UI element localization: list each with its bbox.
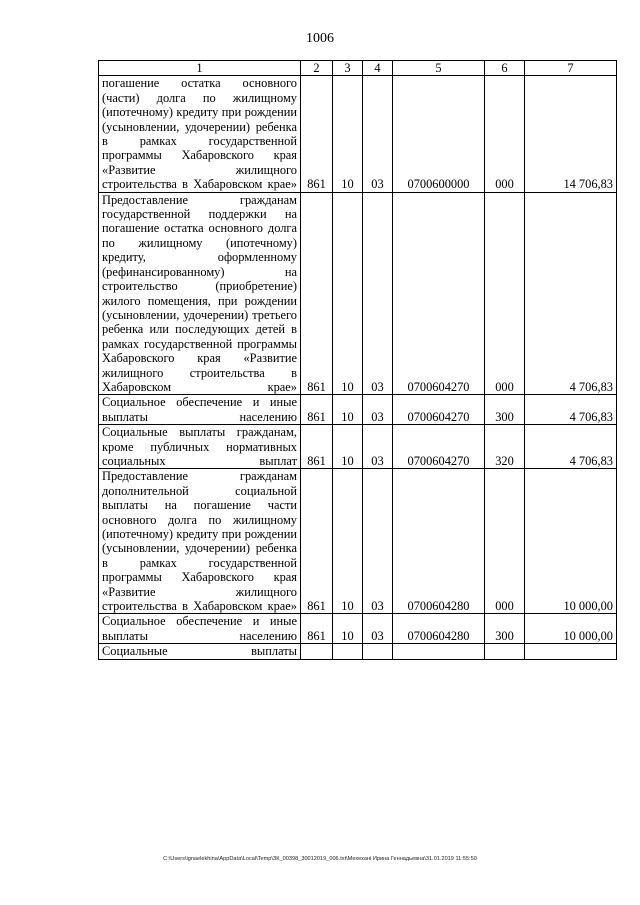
section-code: 10 bbox=[333, 76, 363, 192]
table-row bbox=[99, 76, 617, 192]
table-row bbox=[99, 395, 617, 425]
item-name: погашение остатка основного (части) долга по жилищному (ипотечному) кредиту при рождении (усыновлении, удочерении) ребенка в рамках государственной программы Хабаровского края «Развитие жилищного строительства в Хабаровском крае» bbox=[99, 76, 301, 192]
amount: 14 706,83 bbox=[525, 76, 617, 192]
expense-type-code: 320 bbox=[485, 425, 525, 469]
ministry-code: 861 bbox=[301, 614, 333, 644]
amount: 10 000,00 bbox=[525, 614, 617, 644]
column-header: 2 bbox=[301, 61, 333, 76]
expense-type-code bbox=[485, 644, 525, 659]
column-header: 3 bbox=[333, 61, 363, 76]
subsection-code: 03 bbox=[363, 614, 393, 644]
table-row bbox=[99, 614, 617, 644]
ministry-code bbox=[301, 644, 333, 659]
table-row bbox=[99, 469, 617, 614]
file-path-footer: C:\Users\ignaelekhina\AppData\Local\Temp\ЗК_00398_30012019_006.txt\Мехеханi Ирина Геннадьевна\31.01.2019 11:55:50 bbox=[163, 856, 477, 862]
subsection-code: 03 bbox=[363, 395, 393, 425]
section-code bbox=[333, 644, 363, 659]
expense-type-code: 300 bbox=[485, 614, 525, 644]
target-article-code: 0700604270 bbox=[393, 425, 485, 469]
item-name: Социальное обеспечение и иные выплаты населению bbox=[99, 395, 301, 425]
item-name: Социальные выплаты bbox=[99, 644, 301, 659]
section-code: 10 bbox=[333, 425, 363, 469]
subsection-code: 03 bbox=[363, 425, 393, 469]
amount: 4 706,83 bbox=[525, 425, 617, 469]
target-article-code: 0700604270 bbox=[393, 192, 485, 395]
subsection-code: 03 bbox=[363, 469, 393, 614]
amount bbox=[525, 644, 617, 659]
expense-type-code: 300 bbox=[485, 395, 525, 425]
amount: 10 000,00 bbox=[525, 469, 617, 614]
ministry-code: 861 bbox=[301, 192, 333, 395]
column-header: 1 bbox=[99, 61, 301, 76]
amount: 4 706,83 bbox=[525, 192, 617, 395]
item-name: Предоставление гражданам дополнительной социальной выплаты на погашение части основного долга по жилищному (ипотечному) кредиту при рождении (усыновлении, удочерении) ребенка в рамках государственной программы Хабаровского края «Развитие жилищного строительства в Хабаровском крае» bbox=[99, 469, 301, 614]
target-article-code: 0700604280 bbox=[393, 469, 485, 614]
column-header: 7 bbox=[525, 61, 617, 76]
subsection-code: 03 bbox=[363, 76, 393, 192]
section-code: 10 bbox=[333, 614, 363, 644]
table-row bbox=[99, 644, 617, 659]
subsection-code bbox=[363, 644, 393, 659]
ministry-code: 861 bbox=[301, 469, 333, 614]
subsection-code: 03 bbox=[363, 192, 393, 395]
ministry-code: 861 bbox=[301, 76, 333, 192]
expense-type-code: 000 bbox=[485, 76, 525, 192]
column-header: 4 bbox=[363, 61, 393, 76]
item-name: Социальное обеспечение и иные выплаты населению bbox=[99, 614, 301, 644]
item-name: Предоставление гражданам государственной поддержки на погашение остатка основного долга по жилищному (ипотечному) кредиту, оформленному (рефинансированному) на строительство (приобретение) жилого помещения, при рождении (усыновлении, удочерении) третьего ребенка или последующих детей в рамках государственной программы Хабаровского края «Развитие жилищного строительства в Хабаровском крае» bbox=[99, 192, 301, 395]
expense-type-code: 000 bbox=[485, 192, 525, 395]
target-article-code: 0700604270 bbox=[393, 395, 485, 425]
amount: 4 706,83 bbox=[525, 395, 617, 425]
target-article-code bbox=[393, 644, 485, 659]
table-row bbox=[99, 425, 617, 469]
item-name: Социальные выплаты гражданам, кроме публичных нормативных социальных выплат bbox=[99, 425, 301, 469]
budget-table bbox=[98, 60, 617, 660]
section-code: 10 bbox=[333, 395, 363, 425]
ministry-code: 861 bbox=[301, 425, 333, 469]
table-header-row bbox=[99, 61, 617, 76]
column-header: 5 bbox=[393, 61, 485, 76]
table-row bbox=[99, 192, 617, 395]
section-code: 10 bbox=[333, 469, 363, 614]
page-number: 1006 bbox=[306, 31, 334, 46]
expense-type-code: 000 bbox=[485, 469, 525, 614]
target-article-code: 0700600000 bbox=[393, 76, 485, 192]
ministry-code: 861 bbox=[301, 395, 333, 425]
section-code: 10 bbox=[333, 192, 363, 395]
target-article-code: 0700604280 bbox=[393, 614, 485, 644]
column-header: 6 bbox=[485, 61, 525, 76]
